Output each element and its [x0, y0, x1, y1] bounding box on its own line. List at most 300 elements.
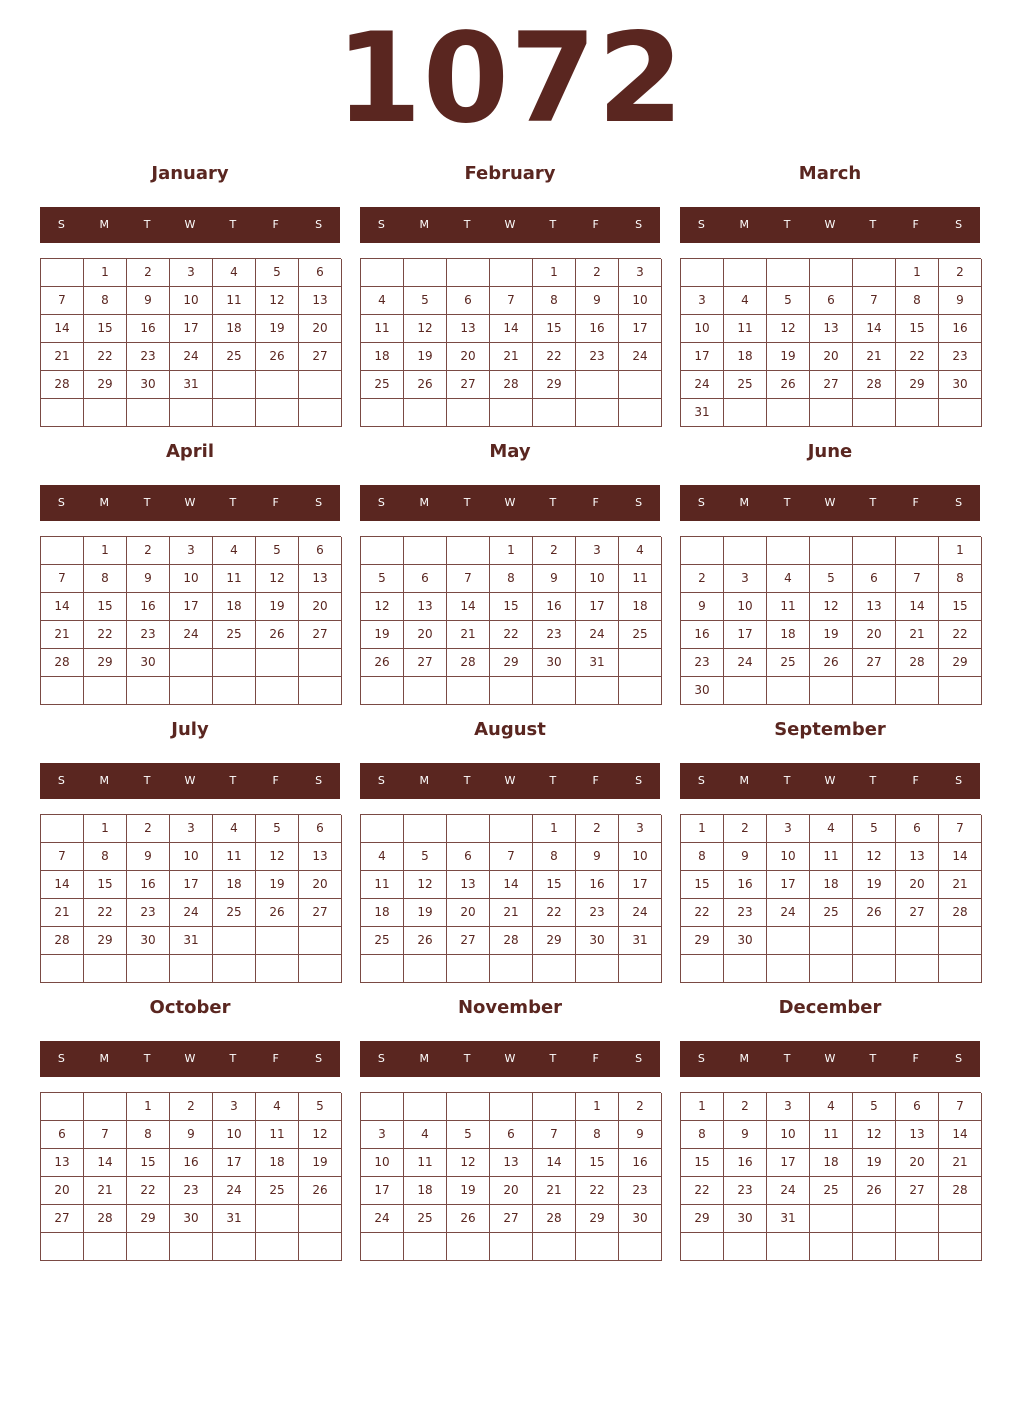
- day-cell: [299, 1205, 342, 1233]
- year-title: 1072: [335, 7, 685, 151]
- day-cell: [810, 537, 853, 565]
- day-cell: [41, 815, 84, 843]
- day-cell: [84, 399, 127, 427]
- month-name: January: [151, 163, 229, 184]
- day-grid: [40, 536, 341, 705]
- day-cell: 25: [361, 927, 404, 955]
- weekday-label: S: [57, 1052, 65, 1065]
- day-cell: 21: [447, 621, 490, 649]
- day-cell: [853, 399, 896, 427]
- weekday-label: S: [377, 774, 385, 787]
- day-cell: 12: [767, 315, 810, 343]
- day-cell: 7: [939, 1093, 982, 1121]
- weekday-label: T: [549, 1052, 557, 1065]
- weekday-label: F: [592, 1052, 599, 1065]
- day-cell: 6: [299, 537, 342, 565]
- day-cell: 30: [724, 1205, 767, 1233]
- day-cell: [41, 1093, 84, 1121]
- day-cell: 16: [127, 315, 170, 343]
- day-grid: [360, 814, 661, 983]
- day-cell: [681, 259, 724, 287]
- day-cell: 4: [404, 1121, 447, 1149]
- day-cell: 15: [896, 315, 939, 343]
- day-cell: [170, 1233, 213, 1261]
- day-cell: 30: [724, 927, 767, 955]
- day-cell: 31: [576, 649, 619, 677]
- day-cell: 2: [127, 537, 170, 565]
- weekday-label: S: [377, 218, 385, 231]
- day-cell: 22: [533, 343, 576, 371]
- weekday-label: S: [377, 496, 385, 509]
- day-cell: [490, 815, 533, 843]
- day-cell: 29: [896, 371, 939, 399]
- day-cell: [447, 677, 490, 705]
- day-cell: 9: [127, 565, 170, 593]
- day-cell: [256, 955, 299, 983]
- day-cell: 23: [724, 1177, 767, 1205]
- day-cell: [299, 399, 342, 427]
- day-cell: 24: [724, 649, 767, 677]
- day-cell: 11: [213, 843, 256, 871]
- day-cell: 9: [724, 843, 767, 871]
- weekday-label: S: [57, 774, 65, 787]
- day-cell: 9: [533, 565, 576, 593]
- day-cell: 14: [896, 593, 939, 621]
- day-cell: 18: [256, 1149, 299, 1177]
- day-cell: 22: [490, 621, 533, 649]
- weekday-label: W: [504, 496, 516, 509]
- day-cell: 18: [810, 1149, 853, 1177]
- day-cell: 21: [490, 343, 533, 371]
- weekday-label: W: [184, 774, 196, 787]
- day-cell: 8: [939, 565, 982, 593]
- day-cell: [256, 1205, 299, 1233]
- weekday-label: T: [783, 218, 791, 231]
- weekday-label: M: [419, 774, 430, 787]
- weekday-label: T: [783, 1052, 791, 1065]
- day-grid: [40, 1092, 341, 1261]
- day-cell: 6: [447, 843, 490, 871]
- day-cell: 8: [490, 565, 533, 593]
- day-cell: 28: [84, 1205, 127, 1233]
- weekday-header: [40, 485, 340, 521]
- day-cell: [41, 1233, 84, 1261]
- day-cell: [896, 927, 939, 955]
- day-cell: [299, 371, 342, 399]
- day-cell: 25: [810, 899, 853, 927]
- day-cell: 2: [724, 1093, 767, 1121]
- day-cell: [170, 955, 213, 983]
- weekday-label: S: [955, 1052, 963, 1065]
- day-cell: 30: [576, 927, 619, 955]
- day-cell: [576, 1233, 619, 1261]
- day-cell: [619, 649, 662, 677]
- day-cell: 2: [533, 537, 576, 565]
- day-cell: [213, 371, 256, 399]
- day-cell: [619, 371, 662, 399]
- day-cell: 5: [361, 565, 404, 593]
- day-cell: 3: [681, 287, 724, 315]
- day-cell: [170, 399, 213, 427]
- weekday-label: W: [824, 218, 836, 231]
- day-cell: 14: [447, 593, 490, 621]
- day-cell: 19: [256, 871, 299, 899]
- weekday-label: W: [184, 1052, 196, 1065]
- day-cell: 23: [127, 621, 170, 649]
- day-cell: 4: [810, 815, 853, 843]
- day-cell: 16: [724, 1149, 767, 1177]
- weekday-label: W: [504, 218, 516, 231]
- day-cell: [361, 259, 404, 287]
- day-cell: [404, 677, 447, 705]
- weekday-header: [360, 1041, 660, 1077]
- day-cell: [576, 399, 619, 427]
- day-cell: 8: [576, 1121, 619, 1149]
- day-cell: [127, 1233, 170, 1261]
- day-cell: 31: [170, 927, 213, 955]
- day-cell: 23: [533, 621, 576, 649]
- day-cell: 8: [681, 1121, 724, 1149]
- day-cell: 11: [213, 287, 256, 315]
- day-cell: 18: [767, 621, 810, 649]
- day-cell: 20: [810, 343, 853, 371]
- day-cell: 20: [41, 1177, 84, 1205]
- day-cell: [447, 259, 490, 287]
- day-cell: [299, 1233, 342, 1261]
- day-cell: 10: [170, 565, 213, 593]
- day-cell: [41, 955, 84, 983]
- weekday-label: F: [912, 218, 919, 231]
- day-cell: [896, 677, 939, 705]
- day-cell: 20: [299, 871, 342, 899]
- weekday-label: F: [272, 218, 279, 231]
- day-cell: [619, 399, 662, 427]
- weekday-label: F: [912, 774, 919, 787]
- day-cell: 20: [447, 343, 490, 371]
- weekday-label: T: [463, 774, 471, 787]
- day-cell: 10: [767, 843, 810, 871]
- day-cell: 29: [127, 1205, 170, 1233]
- month-name: October: [149, 997, 231, 1018]
- day-cell: 11: [767, 593, 810, 621]
- weekday-label: T: [229, 496, 237, 509]
- day-cell: 12: [299, 1121, 342, 1149]
- day-cell: 19: [853, 871, 896, 899]
- day-cell: 19: [810, 621, 853, 649]
- day-cell: 22: [84, 899, 127, 927]
- day-cell: 17: [361, 1177, 404, 1205]
- weekday-label: S: [697, 496, 705, 509]
- day-cell: 2: [939, 259, 982, 287]
- day-cell: 9: [170, 1121, 213, 1149]
- day-cell: [447, 815, 490, 843]
- day-cell: [127, 677, 170, 705]
- weekday-label: M: [99, 774, 110, 787]
- day-cell: 9: [681, 593, 724, 621]
- day-grid: [40, 258, 341, 427]
- day-cell: [299, 927, 342, 955]
- day-cell: 22: [84, 343, 127, 371]
- day-cell: [447, 955, 490, 983]
- day-cell: 10: [576, 565, 619, 593]
- day-cell: 16: [681, 621, 724, 649]
- day-cell: 1: [84, 259, 127, 287]
- weekday-label: W: [824, 774, 836, 787]
- day-cell: 1: [84, 537, 127, 565]
- weekday-label: T: [869, 218, 877, 231]
- day-cell: [939, 955, 982, 983]
- day-cell: 28: [939, 1177, 982, 1205]
- day-cell: 17: [576, 593, 619, 621]
- day-cell: 1: [533, 815, 576, 843]
- day-cell: 21: [84, 1177, 127, 1205]
- day-grid: [680, 814, 981, 983]
- day-cell: 30: [127, 649, 170, 677]
- day-cell: 12: [853, 1121, 896, 1149]
- day-cell: [170, 649, 213, 677]
- day-cell: 11: [361, 315, 404, 343]
- day-cell: 27: [404, 649, 447, 677]
- day-cell: [127, 955, 170, 983]
- weekday-label: F: [912, 1052, 919, 1065]
- day-cell: 11: [810, 843, 853, 871]
- day-cell: 12: [404, 871, 447, 899]
- day-cell: 12: [256, 287, 299, 315]
- day-cell: 29: [533, 927, 576, 955]
- day-cell: 19: [853, 1149, 896, 1177]
- day-cell: 7: [896, 565, 939, 593]
- day-cell: 6: [853, 565, 896, 593]
- day-cell: 10: [361, 1149, 404, 1177]
- day-cell: 9: [724, 1121, 767, 1149]
- day-cell: 11: [361, 871, 404, 899]
- day-cell: [724, 399, 767, 427]
- day-cell: 19: [299, 1149, 342, 1177]
- day-cell: [681, 537, 724, 565]
- day-cell: 15: [490, 593, 533, 621]
- day-cell: 7: [490, 287, 533, 315]
- weekday-label: T: [143, 218, 151, 231]
- day-cell: 24: [213, 1177, 256, 1205]
- day-cell: 9: [576, 287, 619, 315]
- day-cell: 4: [724, 287, 767, 315]
- day-cell: 9: [127, 843, 170, 871]
- day-cell: 10: [170, 843, 213, 871]
- weekday-label: F: [912, 496, 919, 509]
- day-cell: 25: [213, 899, 256, 927]
- day-cell: 20: [404, 621, 447, 649]
- day-cell: 6: [896, 1093, 939, 1121]
- day-cell: 31: [681, 399, 724, 427]
- day-cell: 18: [213, 871, 256, 899]
- day-cell: 13: [299, 287, 342, 315]
- day-cell: 14: [84, 1149, 127, 1177]
- weekday-label: S: [635, 1052, 643, 1065]
- day-cell: [404, 537, 447, 565]
- day-cell: 30: [533, 649, 576, 677]
- weekday-label: S: [377, 1052, 385, 1065]
- day-cell: [256, 649, 299, 677]
- weekday-label: T: [869, 1052, 877, 1065]
- day-cell: 20: [853, 621, 896, 649]
- day-cell: 21: [41, 899, 84, 927]
- weekday-label: T: [869, 774, 877, 787]
- day-cell: [256, 677, 299, 705]
- weekday-label: T: [229, 1052, 237, 1065]
- day-cell: 6: [896, 815, 939, 843]
- day-cell: 29: [576, 1205, 619, 1233]
- weekday-label: T: [463, 218, 471, 231]
- day-cell: [853, 677, 896, 705]
- day-cell: 3: [619, 259, 662, 287]
- day-cell: 30: [939, 371, 982, 399]
- day-cell: 6: [299, 815, 342, 843]
- day-cell: [361, 677, 404, 705]
- day-cell: 23: [939, 343, 982, 371]
- day-cell: 14: [490, 315, 533, 343]
- day-cell: [299, 677, 342, 705]
- day-cell: 20: [447, 899, 490, 927]
- day-cell: [810, 259, 853, 287]
- day-cell: 14: [853, 315, 896, 343]
- day-cell: [127, 399, 170, 427]
- day-cell: 25: [213, 343, 256, 371]
- day-cell: 26: [447, 1205, 490, 1233]
- day-cell: 1: [576, 1093, 619, 1121]
- day-cell: 27: [447, 927, 490, 955]
- day-cell: 23: [681, 649, 724, 677]
- day-cell: [213, 1233, 256, 1261]
- day-cell: 19: [404, 899, 447, 927]
- day-cell: 27: [896, 899, 939, 927]
- day-cell: 10: [170, 287, 213, 315]
- month-name: December: [778, 997, 882, 1018]
- day-cell: 26: [810, 649, 853, 677]
- day-cell: 2: [576, 815, 619, 843]
- day-cell: 14: [490, 871, 533, 899]
- day-cell: 1: [681, 1093, 724, 1121]
- day-cell: [299, 649, 342, 677]
- day-cell: 11: [256, 1121, 299, 1149]
- day-cell: 23: [576, 899, 619, 927]
- day-cell: [576, 677, 619, 705]
- day-cell: 9: [576, 843, 619, 871]
- day-cell: 16: [576, 315, 619, 343]
- day-cell: 1: [127, 1093, 170, 1121]
- weekday-label: S: [955, 218, 963, 231]
- day-cell: 16: [939, 315, 982, 343]
- day-cell: 25: [361, 371, 404, 399]
- day-cell: [404, 1093, 447, 1121]
- day-cell: 28: [533, 1205, 576, 1233]
- day-cell: 24: [170, 343, 213, 371]
- day-cell: 20: [896, 871, 939, 899]
- day-cell: 14: [41, 871, 84, 899]
- day-grid: [40, 814, 341, 983]
- day-cell: 10: [213, 1121, 256, 1149]
- day-cell: 6: [810, 287, 853, 315]
- day-cell: [490, 677, 533, 705]
- day-cell: 21: [939, 871, 982, 899]
- day-grid: [680, 1092, 981, 1261]
- day-cell: 1: [681, 815, 724, 843]
- day-cell: [404, 1233, 447, 1261]
- day-cell: 12: [447, 1149, 490, 1177]
- day-cell: 4: [213, 259, 256, 287]
- day-cell: 18: [404, 1177, 447, 1205]
- day-grid: [680, 536, 981, 705]
- day-cell: 26: [256, 343, 299, 371]
- day-cell: 24: [576, 621, 619, 649]
- day-cell: 26: [404, 927, 447, 955]
- day-cell: [404, 815, 447, 843]
- day-cell: [299, 955, 342, 983]
- day-cell: [810, 677, 853, 705]
- day-cell: 26: [256, 621, 299, 649]
- day-cell: 22: [896, 343, 939, 371]
- weekday-label: S: [57, 496, 65, 509]
- day-cell: 11: [213, 565, 256, 593]
- day-cell: 27: [490, 1205, 533, 1233]
- day-cell: 1: [490, 537, 533, 565]
- day-cell: 23: [724, 899, 767, 927]
- day-cell: 15: [939, 593, 982, 621]
- day-cell: 3: [170, 815, 213, 843]
- day-cell: 30: [127, 927, 170, 955]
- weekday-label: F: [592, 774, 599, 787]
- month-name: June: [807, 441, 853, 462]
- day-cell: 1: [533, 259, 576, 287]
- day-cell: 21: [896, 621, 939, 649]
- day-cell: 27: [299, 343, 342, 371]
- day-cell: [767, 677, 810, 705]
- day-cell: 13: [299, 843, 342, 871]
- day-grid: [360, 258, 661, 427]
- day-cell: [256, 399, 299, 427]
- day-cell: 7: [939, 815, 982, 843]
- day-cell: 8: [896, 287, 939, 315]
- day-cell: 13: [896, 843, 939, 871]
- day-cell: 17: [724, 621, 767, 649]
- day-cell: [41, 537, 84, 565]
- day-cell: 27: [810, 371, 853, 399]
- day-cell: 9: [939, 287, 982, 315]
- day-cell: 29: [681, 1205, 724, 1233]
- day-cell: 30: [170, 1205, 213, 1233]
- day-cell: 25: [213, 621, 256, 649]
- day-cell: 18: [361, 343, 404, 371]
- day-cell: [404, 399, 447, 427]
- day-cell: 22: [533, 899, 576, 927]
- weekday-label: F: [272, 1052, 279, 1065]
- day-cell: 26: [361, 649, 404, 677]
- day-cell: 7: [84, 1121, 127, 1149]
- day-cell: 13: [490, 1149, 533, 1177]
- weekday-label: T: [463, 496, 471, 509]
- day-cell: [361, 1093, 404, 1121]
- weekday-label: T: [783, 774, 791, 787]
- day-cell: 4: [213, 537, 256, 565]
- day-cell: 9: [619, 1121, 662, 1149]
- weekday-label: W: [504, 774, 516, 787]
- day-cell: 14: [41, 315, 84, 343]
- day-cell: 25: [256, 1177, 299, 1205]
- weekday-label: T: [229, 774, 237, 787]
- day-cell: 21: [533, 1177, 576, 1205]
- day-cell: [490, 1233, 533, 1261]
- day-cell: 15: [127, 1149, 170, 1177]
- day-cell: 16: [724, 871, 767, 899]
